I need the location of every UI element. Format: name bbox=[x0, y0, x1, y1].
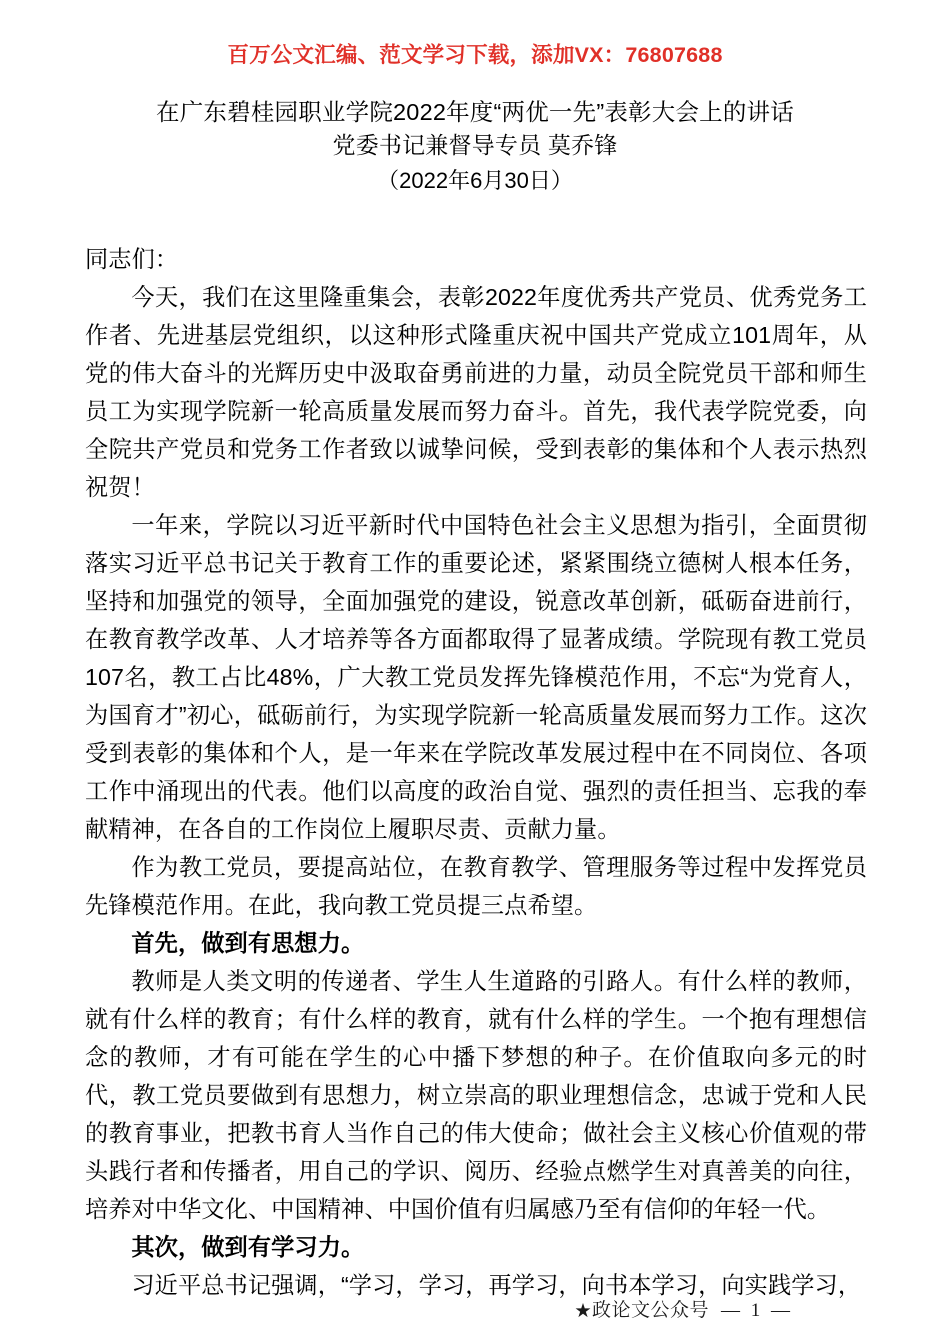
page-footer bbox=[85, 1295, 865, 1322]
star-icon: ★ bbox=[574, 1303, 591, 1320]
document-title-line-2: 党委书记兼督导专员 莫乔锋 bbox=[332, 132, 618, 158]
footer-inner bbox=[575, 1295, 793, 1322]
body-paragraph: 作为教工党员，要提高站位，在教育教学、管理服务等过程中发挥党员先锋模范作用。在此，我向教工党员提三点希望。 bbox=[85, 854, 867, 918]
document-title-line-1: 在广东碧桂园职业学院2022年度“两优一先”表彰大会上的讲话 bbox=[156, 99, 794, 125]
document-date: （2022年6月30日） bbox=[377, 168, 573, 193]
body-paragraph: 今天，我们在这里隆重集会，表彰2022年度优秀共产党员、优秀党务工作者、先进基层党组织，以这种形式隆重庆祝中国共产党成立101周年，从党的伟大奋斗的光辉历史中汲取奋勇前进的力量，动员全院党员干部和师生员工为实现学院新一轮高质量发展而努力奋斗。首先，我代表学院党委，向全院共产党员和党务工作者致以诚挚问候，受到表彰的集体和个人表示热烈祝贺！ bbox=[85, 284, 867, 500]
salutation: 同志们： bbox=[85, 246, 179, 272]
section-heading: 其次，做到有学习力。 bbox=[131, 1234, 365, 1260]
paragraph-list bbox=[85, 278, 867, 1304]
section-heading: 首先，做到有思想力。 bbox=[131, 930, 365, 956]
body-paragraph: 一年来，学院以习近平新时代中国特色社会主义思想为指引，全面贯彻落实习近平总书记关于教育工作的重要论述，紧紧围绕立德树人根本任务，坚持和加强党的领导，全面加强党的建设，锐意改革创新，砥砺奋进前行，在教育教学改革、人才培养等各方面都取得了显著成绩。学院现有教工党员107名，教工占比48%，广大教工党员发挥先锋模范作用，不忘“为党育人，为国育才”初心，砥砺前行，为实现学院新一轮高质量发展而努力工作。这次受到表彰的集体和个人，是一年来在学院改革发展过程中在不同岗位、各项工作中涌现出的代表。他们以高度的政治自觉、强烈的责任担当、忘我的奉献精神，在各自的工作岗位上履职尽责、贡献力量。 bbox=[85, 512, 867, 842]
body-paragraph: 习近平总书记强调，“学习，学习，再学习，向书本学习，向实践学习， bbox=[131, 1272, 862, 1298]
body-paragraph: 教师是人类文明的传递者、学生人生道路的引路人。有什么样的教师，就有什么样的教育；有什么样的教育，就有什么样的学生。一个抱有理想信念的教师，才有可能在学生的心中播下梦想的种子。在价值取向多元的时代，教工党员要做到有思想力，树立崇高的职业理想信念，忠诚于党和人民的教育事业，把教书育人当作自己的伟大使命；做社会主义核心价值观的带头践行者和传播者，用自己的学识、阅历、经验点燃学生对真善美的向往，培养对中华文化、中国精神、中国价值有归属感乃至有信仰的年轻一代。 bbox=[85, 968, 867, 1222]
promo-banner-text: 百万公文汇编、范文学习下载，添加VX：76807688 bbox=[227, 43, 723, 67]
document-body bbox=[85, 240, 867, 1304]
footer-brand-label: 政论文公众号 bbox=[591, 1300, 709, 1321]
page-number: — 1 — bbox=[721, 1300, 793, 1321]
title-block bbox=[85, 96, 865, 197]
